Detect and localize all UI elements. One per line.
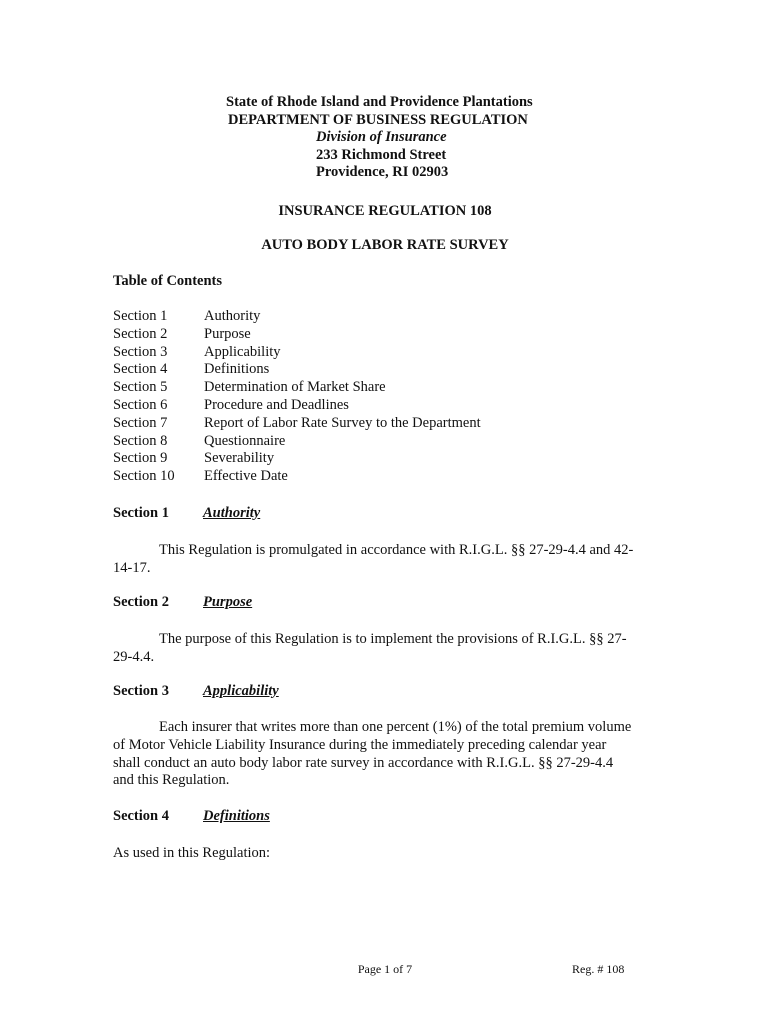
- section-1-heading: [113, 505, 260, 522]
- body-line: As used in this Regulation:: [113, 845, 271, 861]
- regulation-title: AUTO BODY LABOR RATE SURVEY: [261, 237, 509, 253]
- toc-section-title: Severability: [204, 450, 275, 467]
- toc-heading: Table of Contents: [113, 273, 223, 289]
- table-of-contents: [113, 308, 481, 486]
- toc-section-number: Section 5: [113, 379, 168, 396]
- toc-section-title: Questionnaire: [204, 432, 286, 449]
- toc-row: [113, 344, 481, 362]
- section-title: Applicability: [203, 683, 279, 699]
- section-4-body: [113, 845, 658, 863]
- toc-row: [113, 415, 481, 433]
- toc-row: [113, 308, 481, 326]
- toc-row: [113, 450, 481, 468]
- body-line: and this Regulation.: [113, 772, 230, 789]
- body-line: This Regulation is promulgated in accordance with R.I.G.L. §§ 27-29-4.4 and 42-: [159, 542, 634, 558]
- section-1-body: [113, 542, 658, 578]
- section-2-heading: [113, 594, 252, 611]
- section-title: Definitions: [203, 808, 270, 824]
- division-name: Division of Insurance: [316, 129, 447, 145]
- toc-section-number: Section 8: [113, 432, 168, 449]
- section-number: Section 3: [113, 683, 169, 699]
- toc-section-title: Procedure and Deadlines: [204, 396, 349, 413]
- toc-section-number: Section 1: [113, 308, 168, 324]
- department-name: DEPARTMENT OF BUSINESS REGULATION: [228, 111, 528, 128]
- toc-row: [113, 379, 481, 397]
- body-line: 29-4.4.: [113, 648, 155, 665]
- section-title: Purpose: [203, 594, 253, 610]
- toc-section-number: Section 9: [113, 450, 168, 467]
- page-number: Page 1 of 7: [357, 962, 413, 976]
- section-4-heading: [113, 808, 270, 825]
- section-number: Section 4: [113, 808, 169, 824]
- city-address: Providence, RI 02903: [316, 164, 449, 180]
- section-number: Section 2: [113, 594, 169, 610]
- body-line: of Motor Vehicle Liability Insurance during the immediately preceding calendar year: [113, 736, 607, 753]
- toc-section-number: Section 6: [113, 396, 168, 413]
- letterhead: [226, 94, 533, 182]
- toc-section-title: Applicability: [204, 343, 281, 360]
- toc-section-title: Authority: [204, 308, 261, 324]
- toc-section-number: Section 4: [113, 361, 168, 378]
- toc-row: [113, 468, 481, 486]
- street-address: 233 Richmond Street: [316, 146, 447, 163]
- section-2-body: [113, 631, 658, 667]
- toc-row: [113, 433, 481, 451]
- toc-section-title: Determination of Market Share: [204, 379, 386, 396]
- regulation-number: INSURANCE REGULATION 108: [278, 203, 492, 219]
- body-line: 14-17.: [113, 559, 151, 576]
- state-name: State of Rhode Island and Providence Plantations: [226, 94, 533, 110]
- toc-section-number: Section 7: [113, 414, 168, 431]
- toc-row: [113, 361, 481, 379]
- toc-row: [113, 326, 481, 344]
- toc-section-number: Section 3: [113, 343, 168, 360]
- section-title: Authority: [203, 505, 261, 521]
- toc-section-title: Report of Labor Rate Survey to the Department: [204, 414, 481, 431]
- toc-section-title: Effective Date: [204, 468, 288, 485]
- toc-section-title: Definitions: [204, 361, 270, 378]
- toc-row: [113, 397, 481, 415]
- body-line: shall conduct an auto body labor rate survey in accordance with R.I.G.L. §§ 27-29-4.4: [113, 754, 614, 771]
- section-3-body: [113, 719, 658, 790]
- body-line: Each insurer that writes more than one percent (1%) of the total premium volume: [159, 719, 632, 735]
- toc-section-number: Section 2: [113, 325, 168, 342]
- toc-section-number: Section 10: [113, 468, 175, 485]
- regulation-reference: Reg. # 108: [572, 962, 625, 976]
- section-3-heading: [113, 683, 279, 700]
- toc-section-title: Purpose: [204, 325, 251, 342]
- body-line: The purpose of this Regulation is to implement the provisions of R.I.G.L. §§ 27-: [159, 631, 627, 647]
- section-number: Section 1: [113, 505, 169, 521]
